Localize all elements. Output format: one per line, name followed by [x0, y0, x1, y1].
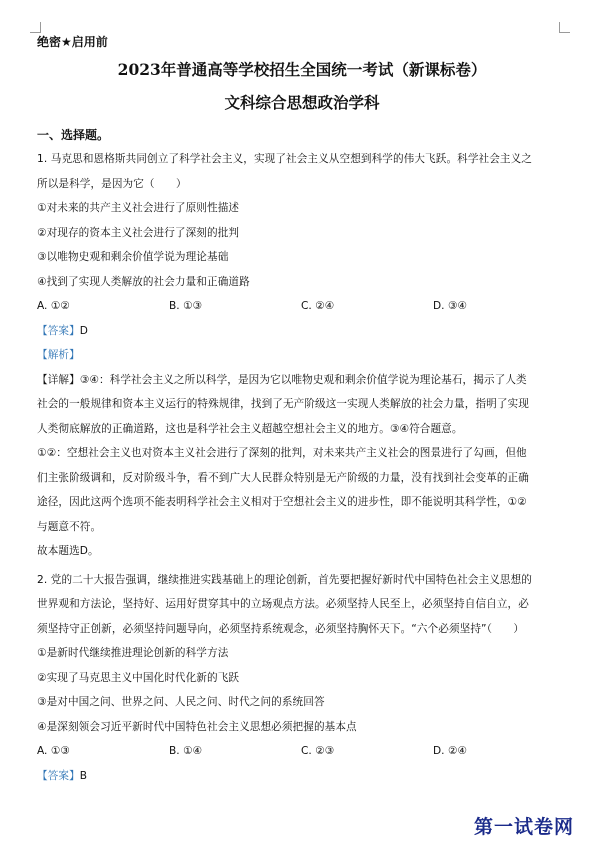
detail-line: 人类彻底解放的正确道路，这也是科学社会主义超越空想社会主义的地方。③④符合题意。	[37, 422, 463, 435]
question-item: ④找到了实现人类解放的社会力量和正确道路	[37, 275, 250, 288]
detail-line	[37, 368, 567, 393]
answer-value: D	[79, 324, 89, 337]
detail-line: 们主张阶级调和，反对阶级斗争，看不到广大人民群众特别是无产阶级的力量，没有找到社会变革的正确	[37, 471, 529, 484]
exam-subtitle: 文科综合思想政治学科	[224, 93, 380, 112]
answer-tag: 【答案】	[37, 769, 80, 782]
analysis-tag: 【解析】	[37, 349, 80, 361]
option-a: A. ①③	[37, 745, 70, 757]
option-a: A. ①②	[37, 300, 70, 312]
detail-text: ③④：科学社会主义之所以科学，是因为它以唯物史观和剩余价值学说为理论基石，揭示了人类	[79, 373, 527, 386]
exam-title: 2023年普通高等学校招生全国统一考试（新课标卷）	[117, 60, 487, 79]
option-d: D. ②④	[433, 745, 467, 757]
option-b: B. ①④	[169, 745, 202, 757]
option-d: D. ③④	[433, 300, 467, 312]
question-item: ③以唯物史观和剩余价值学说为理论基础	[37, 251, 229, 263]
question-2	[37, 568, 567, 789]
option-c: C. ②④	[301, 300, 335, 312]
secret-label: 绝密★启用前	[37, 35, 108, 49]
section-heading: 一、选择题。	[37, 128, 110, 142]
question-item: ①是新时代继续推进理论创新的科学方法	[37, 647, 229, 659]
option-c: C. ②③	[301, 745, 335, 757]
question-item: ④是深刻领会习近平新时代中国特色社会主义思想必须把握的基本点	[37, 720, 357, 733]
answer-options	[37, 739, 567, 764]
document-page	[37, 34, 567, 788]
analysis-line	[37, 343, 567, 368]
question-stem-line: 2. 党的二十大报告强调，继续推进实践基础上的理论创新，首先要把握好新时代中国特色社会主义思想的	[37, 573, 532, 586]
detail-line: 故本题选D。	[37, 545, 99, 557]
crop-mark-top-right	[559, 22, 570, 33]
question-stem-line: 须坚持守正创新，必须坚持问题导向，必须坚持系统观念，必须坚持胸怀天下。“六个必须坚持”（ ）	[37, 622, 525, 635]
question-stem-line: 1. 马克思和恩格斯共同创立了科学社会主义，实现了社会主义从空想到科学的伟大飞跃。科学社会主义之	[37, 153, 532, 165]
site-logo: 第一试卷网	[473, 816, 574, 838]
detail-line: 与题意不符。	[37, 520, 102, 533]
option-b: B. ①③	[169, 300, 202, 312]
question-stem-line: 世界观和方法论，坚持好、运用好贯穿其中的立场观点方法。必须坚持人民至上，必须坚持自信自立，必	[37, 598, 529, 610]
question-stem-line: 所以是科学，是因为它（ ）	[37, 177, 187, 190]
question-item: ②实现了马克思主义中国化时代化新的飞跃	[37, 671, 240, 684]
answer-value: B	[79, 769, 88, 782]
detail-line: 社会的一般规律和资本主义运行的特殊规律，找到了无产阶级这一实现人类解放的社会力量，指明了实现	[37, 398, 529, 410]
question-1	[37, 147, 567, 564]
detail-line: 途径，因此这两个选项不能表明科学社会主义相对于空想社会主义的进步性，即不能说明其科学性，①②	[37, 496, 527, 508]
question-item: ②对现存的资本主义社会进行了深刻的批判	[37, 226, 240, 239]
question-item: ③是对中国之问、世界之问、人民之问、时代之问的系统回答	[37, 696, 325, 708]
answer-line	[37, 764, 567, 789]
answer-line	[37, 319, 567, 344]
answer-tag: 【答案】	[37, 324, 80, 337]
crop-mark-top-left	[30, 22, 41, 33]
detail-line: ①②：空想社会主义也对资本主义社会进行了深刻的批判，对未来共产主义社会的图景进行了勾画，但他	[37, 447, 527, 459]
question-item: ①对未来的共产主义社会进行了原则性描述	[37, 202, 240, 214]
answer-options	[37, 294, 567, 319]
detail-tag: 【详解】	[37, 373, 80, 386]
